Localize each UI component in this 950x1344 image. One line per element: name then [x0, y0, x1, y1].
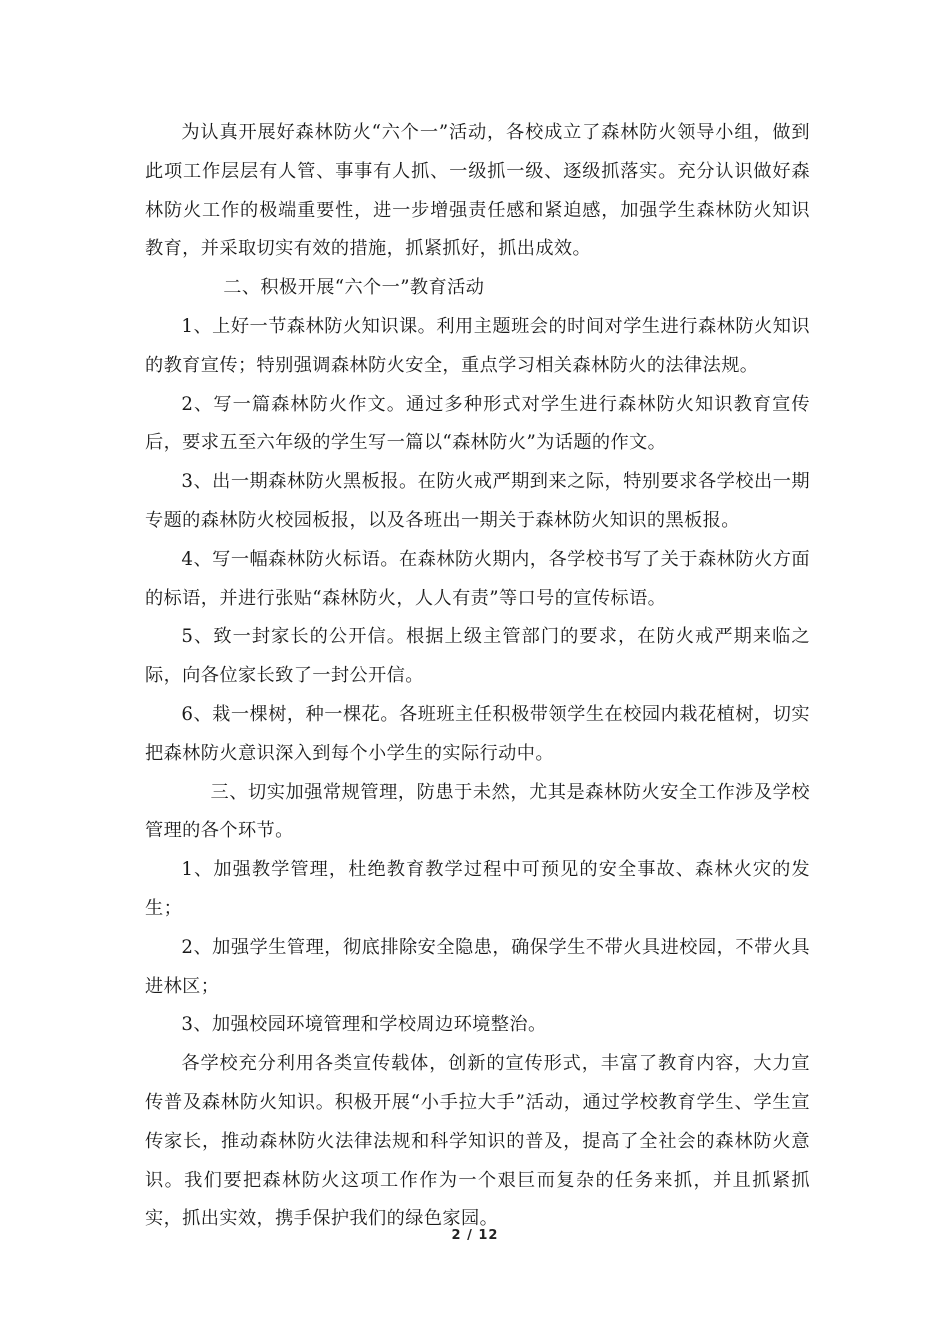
- list-item: 1、加强教学管理，杜绝教育教学过程中可预见的安全事故、森林火灾的发生；: [145, 859, 810, 919]
- document-body: [145, 114, 810, 1239]
- list-item: 4、写一幅森林防火标语。在森林防火期内，各学校书写了关于森林防火方面的标语，并进行张贴“森林防火，人人有责”等口号的宣传标语。: [145, 548, 810, 609]
- section-heading-2: 二、积极开展“六个一”教育活动: [223, 277, 485, 299]
- page-number: 2 / 12: [451, 1228, 499, 1243]
- list-item: 6、栽一棵树，种一棵花。各班班主任积极带领学生在校园内栽花植树，切实把森林防火意识深入到每个小学生的实际行动中。: [145, 703, 810, 764]
- list-item: 2、写一篇森林防火作文。通过多种形式对学生进行森林防火知识教育宣传后，要求五至六年级的学生写一篇以“森林防火”为话题的作文。: [145, 393, 810, 454]
- list-item: 3、出一期森林防火黑板报。在防火戒严期到来之际，特别要求各学校出一期专题的森林防火校园板报，以及各班出一期关于森林防火知识的黑板报。: [145, 471, 810, 531]
- paragraph-intro: 为认真开展好森林防火“六个一”活动，各校成立了森林防火领导小组，做到此项工作层层有人管、事事有人抓、一级抓一级、逐级抓落实。充分认识做好森林防火工作的极端重要性，进一步增强责任感和紧迫感，加强学生森林防火知识教育，并采取切实有效的措施，抓紧抓好，抓出成效。: [145, 122, 810, 260]
- list-item: 2、加强学生管理，彻底排除安全隐患，确保学生不带火具进校园，不带火具进林区；: [145, 936, 810, 997]
- list-item: 5、致一封家长的公开信。根据上级主管部门的要求，在防火戒严期来临之际，向各位家长致了一封公开信。: [145, 626, 810, 687]
- paragraph-conclusion: 各学校充分利用各类宣传载体，创新的宣传形式，丰富了教育内容，大力宣传普及森林防火知识。积极开展“小手拉大手”活动，通过学校教育学生、学生宣传家长，推动森林防火法律法规和科学知识的普及，提高了全社会的森林防火意识。我们要把森林防火这项工作作为一个艰巨而复杂的任务来抓，并且抓紧抓实，抓出实效，携手保护我们的绿色家园。: [145, 1053, 810, 1230]
- list-item: 1、上好一节森林防火知识课。利用主题班会的时间对学生进行森林防火知识的教育宣传；特别强调森林防火安全，重点学习相关森林防火的法律法规。: [145, 315, 810, 376]
- list-item: 3、加强校园环境管理和学校周边环境整治。: [181, 1014, 547, 1036]
- section-heading-3: 三、切实加强常规管理，防患于未然，尤其是森林防火安全工作涉及学校管理的各个环节。: [145, 781, 810, 842]
